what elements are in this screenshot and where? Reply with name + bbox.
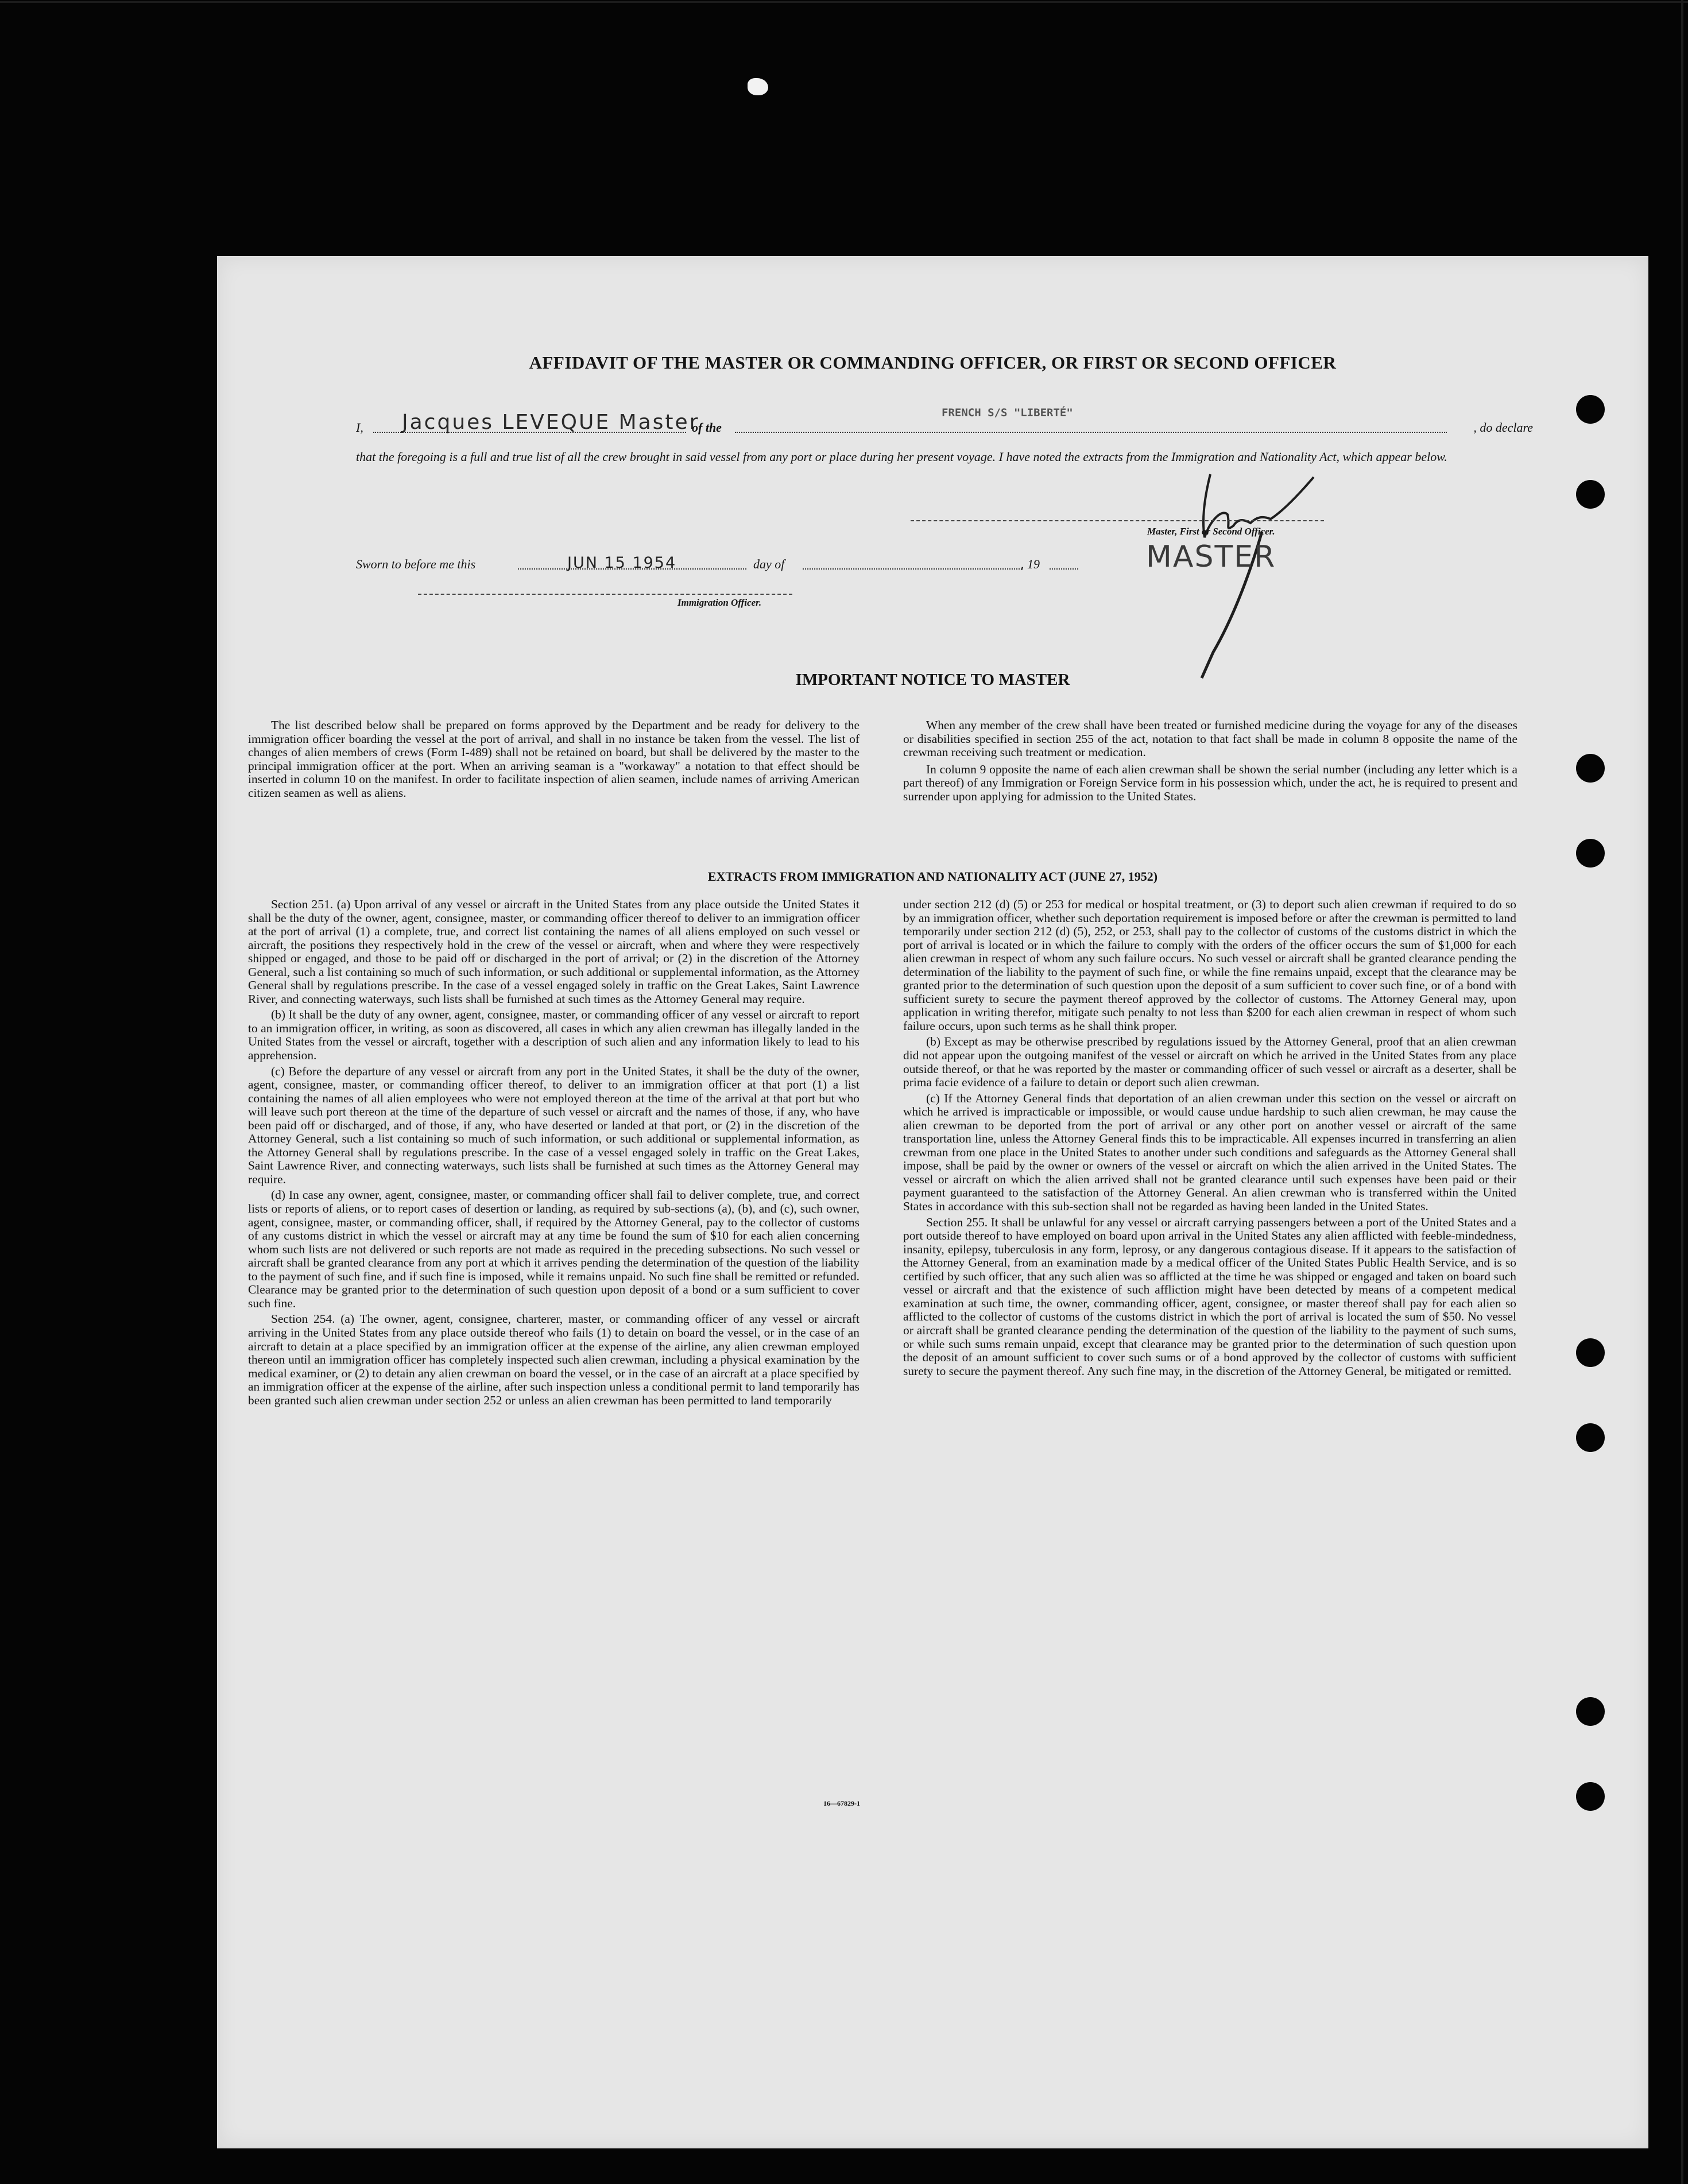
punch-hole (1576, 1782, 1605, 1811)
signature-caption: Master, First or Second Officer. (1147, 526, 1275, 537)
section-255: Section 255. It shall be unlawful for any vessel or aircraft carrying passengers between a port of the United States and a port outside thereof to have employed on board upon arrival in the United States any alien afflicted with feeble-mindedness, insanity, epilepsy, tuberculosis in any form, leprosy, or any dangerous contagious disease. If it appears to the satisfaction of the Attorney General, from an examination made by a medical officer of the United States Public Health Service, and is so certified by such officer, that any such alien was so afflicted at the time he was shipped or engaged and taken on board such vessel or aircraft and that the existence of such affliction might have been detected by means of a competent medical examination at such time, the owner, commanding officer, agent, consignee, or master thereof shall pay for each alien so afflicted to the collector of customs of the customs district in which the port of arrival is located the sum of $50. No vessel or aircraft shall be granted clearance pending the determination of the question of the liability to the payment of such sums, or while such sums remain unpaid, except that clearance may be granted prior to the determination of such question upon the deposit of an amount sufficient to cover such sums or of a bond approved by the collector of customs with sufficient surety to secure the payment thereof. Any such fine may, in the discretion of the Attorney General, be mitigated or remitted. (903, 1215, 1516, 1378)
year-dotted-line (1050, 568, 1078, 570)
sworn-line (356, 549, 1045, 572)
scan-edge-right (1681, 0, 1683, 2184)
punch-hole (1576, 395, 1605, 424)
form-number: 16—67829-1 (823, 1799, 860, 1807)
vessel-name: FRENCH S/S "LIBERTÉ" (942, 406, 1073, 419)
declarant-line (356, 406, 1533, 435)
signature-line (911, 520, 1324, 521)
notice-paragraph: When any member of the crew shall have been treated or furnished medicine during the voyage for any of the diseases or disabilities specified in section 255 of the act, notation to that fact shall be made in column 8 opposite the name of the crewman receiving such treatment or medication. (903, 718, 1517, 760)
punch-hole (1576, 839, 1605, 868)
vessel-dotted-line (735, 432, 1447, 433)
punch-hole (1576, 1697, 1605, 1726)
day-of-label: day of (753, 557, 785, 571)
notice-left-column (248, 719, 860, 800)
immigration-officer-line (418, 594, 792, 595)
section-254c: (c) If the Attorney General finds that deportation of an alien crewman under this section on the vessel or aircraft on which he arrived is impracticable or impossible, or would cause undue hardship to such alien crewman, he may cause the alien crewman to be deported from the port of arrival or any other port on another vessel or aircraft of the same transportation line, unless the Attorney General finds this to be impracticable. All expenses incurred in transferring an alien crewman from one place in the United States to another under such conditions and safeguards as the Attorney General shall impose, shall be paid by the owner or owners of the vessel or aircraft on which the alien arrived in the United States. The vessel or aircraft on which the alien arrived shall not be granted clearance until such expenses have been paid or their payment guaranteed to the satisfaction of the Attorney General. An alien crewman who is transferred within the United States in accordance with this sub-section shall not be regarded as having been landed in the United States. (903, 1091, 1516, 1214)
year-prefix: , 19 (1021, 557, 1040, 571)
notice-paragraph: The list described below shall be prepared on forms approved by the Department and be ready for delivery to the immigration officer boarding the vessel at the port of arrival, and shall in no instance be taken from the vessel. The list of changes of alien members of crews (Form I-489) shall not be retained on board, but shall be delivered by the master to the principal immigration officer at the port. When an arriving seaman is a "workaway" a notation to that effect should be inserted in column 10 on the manifest. In order to facilitate inspection of alien seamen, include names of arriving American citizen seamen as well as aliens. (248, 718, 860, 800)
paper-speck (748, 78, 768, 95)
master-stamp: MASTER (1146, 540, 1276, 574)
declaration-text: that the foregoing is a full and true list of all the crew brought in said vessel from any port or place during her present voyage. I have noted the extracts from the Immigration and Nationality Act, which appear below. (356, 450, 1447, 464)
punch-hole (1576, 1338, 1605, 1367)
sworn-label: Sworn to before me this (356, 557, 476, 571)
section-254a: Section 254. (a) The owner, agent, consignee, charterer, master, or commanding officer of any vessel or aircraft arriving in the United States from any place outside thereof who fails (1) to detain on board the vessel, or in the case of an aircraft to detain at a place specified by an immigration officer at the expense of the airline, any alien crewman employed thereon until an immigration officer has completely inspected such alien crewman, including a physical examination by the medical examiner, or (2) to detain any alien crewman on board the vessel, or in the case of an aircraft at a place specified by an immigration officer at the expense of the airline, after such inspection unless a conditional permit to land temporarily has been granted such alien crewman under section 252 or unless an alien crewman has been permitted to land temporarily (248, 1312, 860, 1407)
affidavit-title: AFFIDAVIT OF THE MASTER OR COMMANDING OFFICER, OR FIRST OR SECOND OFFICER (529, 353, 1337, 373)
extracts-left-column (248, 898, 860, 1407)
sworn-date-stamp: JUN 15 1954 (567, 554, 677, 572)
month-dotted-line (803, 568, 1022, 570)
notice-paragraph: In column 9 opposite the name of each alien crewman shall be shown the serial number (including any letter which is a part thereof) of any Immigration or Foreign Service form in his possession which, under the act, he is required to present and surrender upon applying for admission to the United States. (903, 762, 1517, 803)
of-the-label: of the (692, 420, 722, 435)
punch-hole (1576, 480, 1605, 509)
extracts-title: EXTRACTS FROM IMMIGRATION AND NATIONALITY ACT (JUNE 27, 1952) (707, 869, 1158, 884)
extracts-right-column (903, 898, 1516, 1378)
i-label: I, (356, 420, 363, 435)
section-251c: (c) Before the departure of any vessel or aircraft from any port in the United States, it shall be the duty of the owner, agent, consignee, master, or commanding officer thereof, to deliver to an immigration officer at that port (1) a list containing the names of all alien employees who were not employed thereon at the time of the arrival at that port but who will leave such port thereon at the time of the departure of such vessel or aircraft and the names of those, if any, who have been paid off or discharged, and of those, if any, who have deserted or landed at that port, or (2) in the discretion of the Attorney General, such a list containing so much of such information, or such additional or supplemental information, as the Attorney General shall by regulations prescribe. In the case of a vessel engaged solely in traffic on the Great Lakes, Saint Lawrence River, and connecting waterways, such lists shall be furnished at such times as the Attorney General may require. (248, 1064, 860, 1186)
master-name: Jacques LEVEQUE Master (402, 411, 700, 434)
punch-hole (1576, 1423, 1605, 1452)
do-declare-label: , do declare (1473, 420, 1533, 435)
section-251d: (d) In case any owner, agent, consignee, master, or commanding officer shall fail to deliver complete, true, and correct lists or reports of aliens, or to report cases of desertion or landing, as required by sub-sections (a), (b), and (c), such owner, agent, consignee, master, or commanding officer, shall, if required by the Attorney General, pay to the collector of customs of any customs district in which the vessel or aircraft may at any time be found the sum of $10 for each alien concerning whom such lists are not delivered or such reports are not made as required in the preceding subsections. No such vessel or aircraft shall be granted clearance from any port at which it arrives pending the determination of the question of the liability to the payment of such fine, and if such fine is imposed, while it remains unpaid. No such fine shall be remitted or refunded. Clearance may be granted prior to the determination of such question upon deposit of a bond or a sum sufficient to cover such fine. (248, 1188, 860, 1310)
section-251a: Section 251. (a) Upon arrival of any vessel or aircraft in the United States from any place outside the United States it shall be the duty of the owner, agent, consignee, master, or commanding officer thereof to deliver to an immigration officer at the port of arrival (1) a complete, true, and correct list containing the names of all aliens employed on such vessel or aircraft, the positions they respectively hold in the crew of the vessel or aircraft, when and where they were respectively shipped or engaged, and those to be paid off or discharged in the port of arrival; or (2) in the discretion of the Attorney General, such a list containing so much of such information, or such additional or supplemental information, as the Attorney General shall by regulations prescribe. In the case of a vessel engaged solely in traffic on the Great Lakes, Saint Lawrence River, and connecting waterways, such lists shall be furnished at such times as the Attorney General may require. (248, 897, 860, 1006)
notice-title: IMPORTANT NOTICE TO MASTER (795, 671, 1070, 689)
immigration-officer-caption: Immigration Officer. (677, 597, 762, 608)
section-254a-continued: under section 212 (d) (5) or 253 for medical or hospital treatment, or (3) to deport such alien crewman if required to do so by an immigration officer, whether such deportation requirement is imposed before or after the crewman is permitted to land temporarily under section 212 (d) (5), 252, or 253, shall pay to the collector of customs of the customs district in which the port of arrival is located or in which the failure to comply with the orders of the officer occurs the sum of $1,000 for each alien crewman in respect of whom any such failure occurs. No such vessel or aircraft shall be granted clearance pending the determination of the liability to the payment of such fine, or while the fine remains unpaid, except that the clearance may be granted prior to the determination of such question upon the deposit of a sum sufficient to cover such fine, or of a bond with sufficient surety to secure the payment thereof approved by the collector of customs. The Attorney General may, upon application in writing therefor, mitigate such penalty to not less than $200 for each alien crewman in respect of whom such failure occurs, upon such terms as he shall think proper. (903, 897, 1516, 1033)
notice-right-column (903, 719, 1517, 803)
section-254b: (b) Except as may be otherwise prescribed by regulations issued by the Attorney General, proof that an alien crewman did not appear upon the outgoing manifest of the vessel or aircraft on which he arrived in the United States from any place outside thereof, or that he was reported by the master or commanding officer of such vessel or aircraft as a deserter, shall be prima facie evidence of a failure to detain or deport such alien crewman. (903, 1035, 1516, 1090)
section-251b: (b) It shall be the duty of any owner, agent, consignee, master, or commanding officer of any vessel or aircraft to report to an immigration officer, in writing, as soon as discovered, all cases in which any alien crewman has illegally landed in the United States from the vessel or aircraft, together with a description of such alien and any information likely to lead to his apprehension. (248, 1008, 860, 1063)
punch-hole (1576, 754, 1605, 783)
affidavit-page (217, 256, 1648, 2148)
scan-edge-top (0, 1, 1688, 3)
